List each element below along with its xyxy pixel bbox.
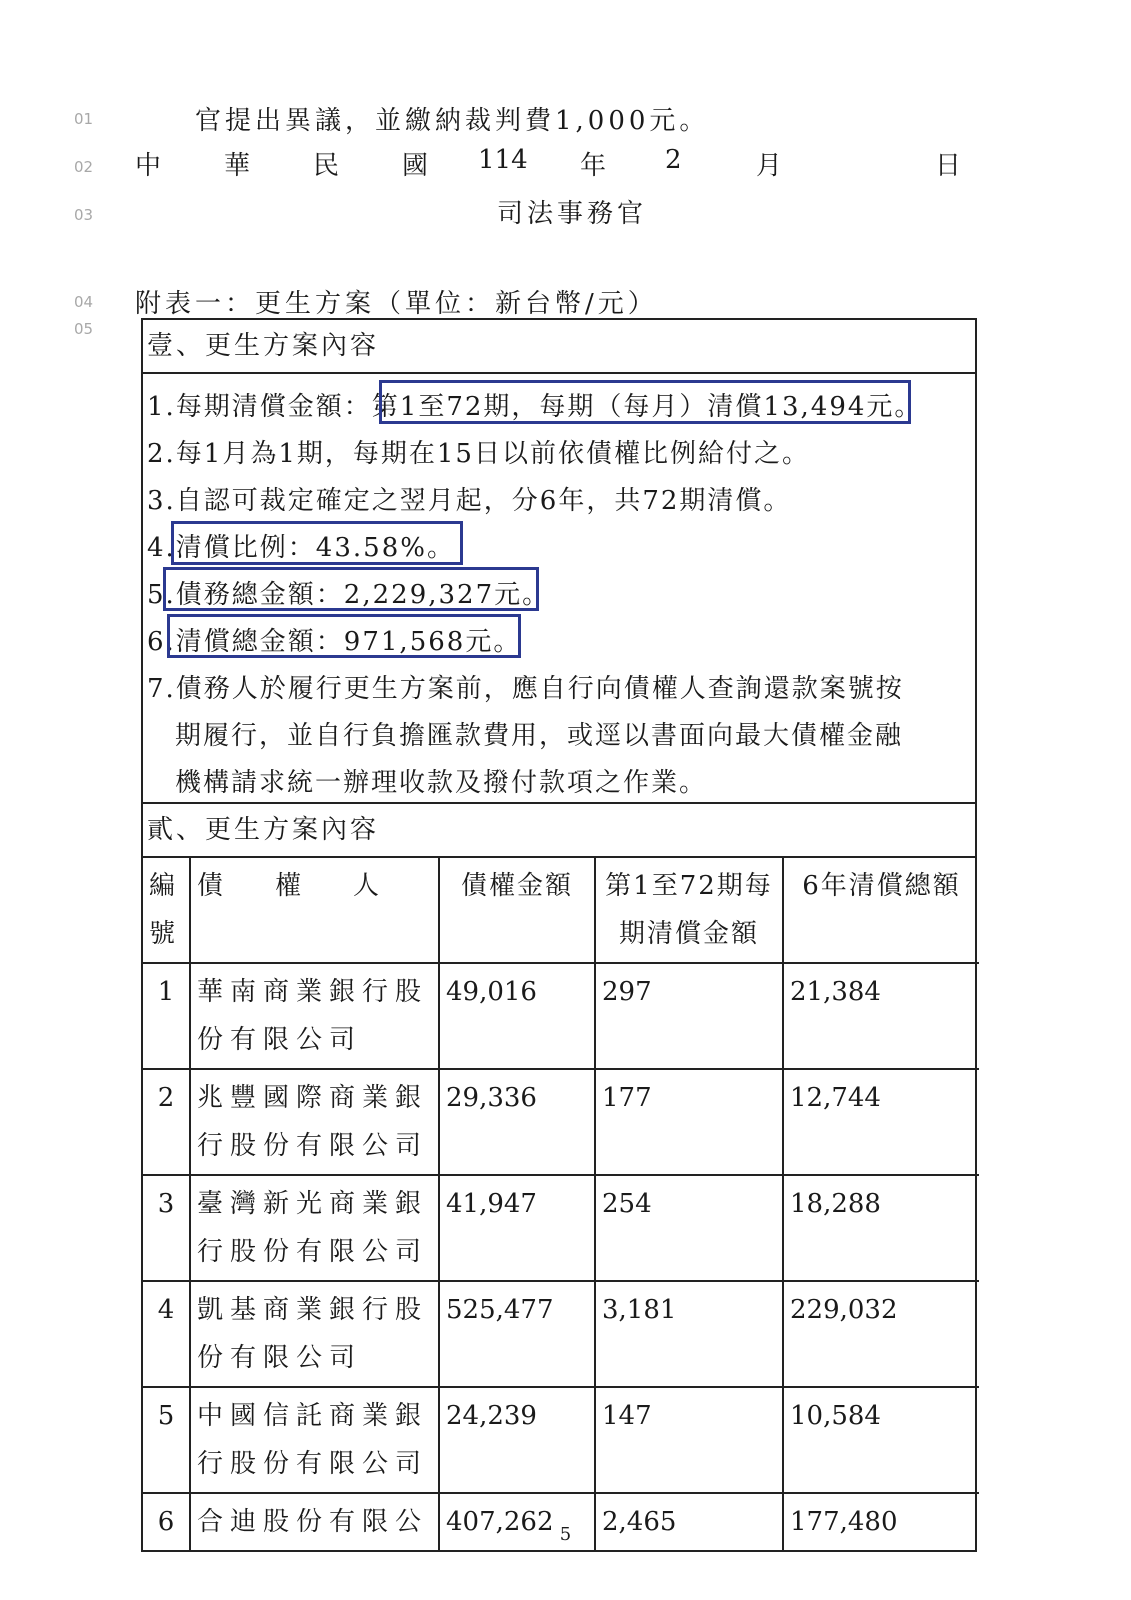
- line-number: 01: [74, 110, 94, 128]
- header-amount: 債權金額: [439, 858, 595, 963]
- row-installment: 177: [595, 1069, 783, 1175]
- date-year-unit: 年: [580, 151, 607, 181]
- section2-title: 貳、更生方案內容: [143, 804, 975, 858]
- date-month-unit: 月: [756, 151, 783, 181]
- creditor-name-line2: 行股份有限公司: [197, 1237, 429, 1267]
- row-total: 229,032: [783, 1281, 979, 1387]
- row-amount: 49,016: [439, 963, 595, 1069]
- row-installment: 297: [595, 963, 783, 1069]
- creditor-name-line2: 行股份有限公司: [197, 1131, 429, 1161]
- date-era: 中: [135, 151, 162, 181]
- row-no: 5: [143, 1387, 190, 1493]
- row-creditor: [190, 1069, 439, 1175]
- date-char: 民: [313, 151, 340, 181]
- row-amount: 41,947: [439, 1175, 595, 1281]
- date-day-unit: 日: [935, 151, 962, 181]
- row-total: 10,584: [783, 1387, 979, 1493]
- date-year: 114: [478, 145, 528, 175]
- row-creditor: [190, 1175, 439, 1281]
- row-creditor: [190, 1281, 439, 1387]
- header-installment-line2: 期清償金額: [618, 919, 759, 949]
- body-line-1: 官提出異議，並繳納裁判費1,000元。: [195, 106, 710, 136]
- section1-items: [143, 374, 975, 804]
- row-no: 3: [143, 1175, 190, 1281]
- creditor-name-line1: 合迪股份有限公: [197, 1507, 429, 1537]
- table-row: [143, 963, 979, 1069]
- row-total: 18,288: [783, 1175, 979, 1281]
- row-installment: 2,465: [595, 1493, 783, 1550]
- row-no: 2: [143, 1069, 190, 1175]
- header-total: 6年清償總額: [783, 858, 979, 963]
- header-creditor: 債 權 人: [190, 858, 439, 963]
- date-month: 2: [665, 145, 682, 175]
- plan-item: 1.每期清償金額：第1至72期，每期（每月）清償13,494元。: [147, 392, 923, 422]
- date-char: 國: [402, 151, 429, 181]
- repayment-plan-table: [141, 318, 977, 1552]
- plan-item: 7.債務人於履行更生方案前，應自行向債權人查詢還款案號按: [147, 674, 904, 704]
- line-number: 05: [74, 320, 94, 338]
- row-no: 1: [143, 963, 190, 1069]
- row-installment: 254: [595, 1175, 783, 1281]
- plan-item: 期履行，並自行負擔匯款費用，或逕以書面向最大債權金融: [175, 721, 904, 751]
- row-amount: 525,477: [439, 1281, 595, 1387]
- table-header-row: [143, 858, 979, 963]
- header-no-line1: 編: [149, 871, 176, 901]
- page-number: 5: [559, 1524, 572, 1545]
- line-number: 02: [74, 158, 94, 176]
- creditor-name-line2: 份有限公司: [197, 1343, 363, 1373]
- highlight-box: [163, 567, 539, 611]
- table-row: [143, 1281, 979, 1387]
- row-no: 6: [143, 1493, 190, 1550]
- table-title: 附表一：更生方案（單位：新台幣/元）: [135, 289, 658, 319]
- row-creditor: [190, 1387, 439, 1493]
- header-installment-line1: 第1至72期每: [605, 871, 773, 901]
- plan-item: 6.清償總金額：971,568元。: [147, 627, 522, 657]
- plan-item: 5.債務總金額：2,229,327元。: [147, 580, 551, 610]
- signature-title: 司法事務官: [497, 199, 648, 229]
- row-total: 12,744: [783, 1069, 979, 1175]
- header-installment: [595, 858, 783, 963]
- creditor-name-line2: 份有限公司: [197, 1025, 363, 1055]
- row-amount: 407,262: [439, 1493, 595, 1550]
- row-no: 4: [143, 1281, 190, 1387]
- row-amount: 29,336: [439, 1069, 595, 1175]
- creditor-table: [143, 858, 979, 1550]
- header-no: [143, 858, 190, 963]
- row-installment: 3,181: [595, 1281, 783, 1387]
- section1-title: 壹、更生方案內容: [143, 320, 975, 374]
- header-no-line2: 號: [149, 919, 176, 949]
- line-number: 04: [74, 293, 94, 311]
- row-total: 21,384: [783, 963, 979, 1069]
- creditor-name-line1: 華南商業銀行股: [197, 977, 429, 1007]
- highlight-box: [167, 614, 521, 658]
- creditor-name-line2: 行股份有限公司: [197, 1449, 429, 1479]
- row-installment: 147: [595, 1387, 783, 1493]
- plan-item: 2.每1月為1期，每期在15日以前依債權比例給付之。: [147, 439, 810, 469]
- row-creditor: [190, 963, 439, 1069]
- date-char: 華: [224, 151, 251, 181]
- creditor-name-line1: 兆豐國際商業銀: [197, 1083, 429, 1113]
- table-row: [143, 1175, 979, 1281]
- row-amount: 24,239: [439, 1387, 595, 1493]
- plan-item: 3.自認可裁定確定之翌月起，分6年，共72期清償。: [147, 486, 792, 516]
- creditor-name-line1: 臺灣新光商業銀: [197, 1189, 429, 1219]
- plan-item: 機構請求統一辦理收款及撥付款項之作業。: [175, 768, 708, 798]
- highlight-box: [171, 521, 463, 565]
- line-number: 03: [74, 206, 94, 224]
- table-row: [143, 1387, 979, 1493]
- creditor-name-line1: 中國信託商業銀: [197, 1401, 429, 1431]
- table-row: [143, 1069, 979, 1175]
- row-total: 177,480: [783, 1493, 979, 1550]
- plan-item: 4.清償比例：43.58%。: [147, 533, 455, 563]
- highlight-box: [379, 380, 911, 424]
- creditor-name-line1: 凱基商業銀行股: [197, 1295, 429, 1325]
